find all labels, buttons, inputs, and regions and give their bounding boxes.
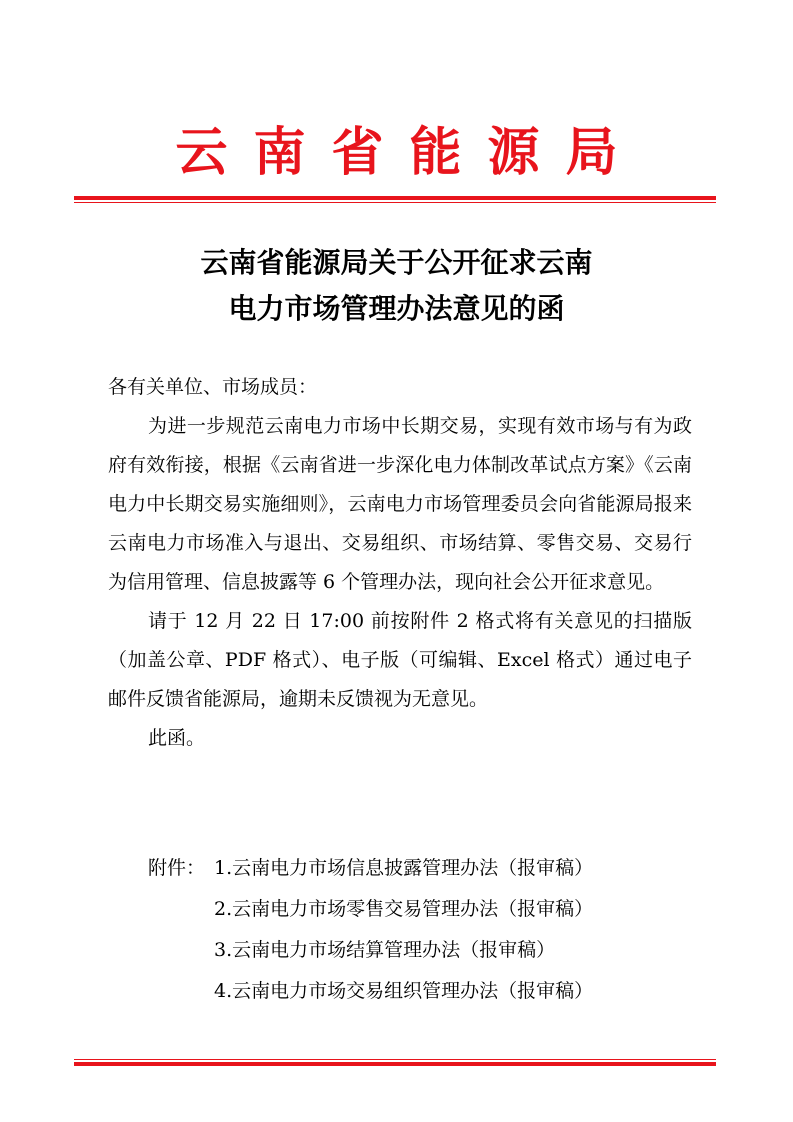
- body-paragraph-2: 请于 12 月 22 日 17:00 前按附件 2 格式将有关意见的扫描版（加盖公章、PDF 格式）、电子版（可编辑、Excel 格式）通过电子邮件反馈省能源局，逾期未反馈视为无意见。: [108, 610, 692, 710]
- red-rule-thin-line: [74, 202, 716, 203]
- attachment-list: [148, 848, 593, 1012]
- document-title-line-1: 云南省能源局关于公开征求云南: [200, 246, 593, 279]
- footer-rule-thin-line: [74, 1059, 716, 1060]
- attachment-item-text: 2.云南电力市场零售交易管理办法（报审稿）: [214, 898, 594, 920]
- attachment-label: 附件：: [148, 857, 206, 879]
- document-title: [0, 240, 793, 332]
- attachment-item-text: 4.云南电力市场交易组织管理办法（报审稿）: [214, 980, 594, 1002]
- body-paragraph-1: 为进一步规范云南电力市场中长期交易，实现有效市场与有为政府有效衔接，根据《云南省进一步深化电力体制改革试点方案》《云南电力中长期交易实施细则》，云南电力市场管理委员会向省能源局报来云南电力市场准入与退出、交易组织、市场结算、零售交易、交易行为信用管理、信息披露等 6 个管理办法，现向社会公开征求意见。: [108, 415, 692, 593]
- attachment-item: [148, 889, 593, 930]
- document-body: [108, 368, 692, 758]
- footer-red-rule: [74, 1059, 716, 1066]
- attachment-item: [148, 848, 593, 889]
- attachment-item-text: 1.云南电力市场信息披露管理办法（报审稿）: [214, 857, 594, 879]
- attachment-item-text: 3.云南电力市场结算管理办法（报审稿）: [214, 939, 556, 961]
- letterhead-org-name: 云南省能源局: [175, 122, 644, 183]
- document-title-line-2: 电力市场管理办法意见的函: [228, 292, 565, 325]
- closing-paragraph: 此函。: [148, 727, 206, 749]
- footer-rule-thick-line: [74, 1062, 716, 1066]
- salutation: 各有关单位、市场成员：: [108, 376, 318, 398]
- letterhead-red-rule: [74, 196, 716, 203]
- attachment-item: [148, 971, 593, 1012]
- attachment-item: [148, 930, 593, 971]
- red-rule-thick-line: [74, 196, 716, 200]
